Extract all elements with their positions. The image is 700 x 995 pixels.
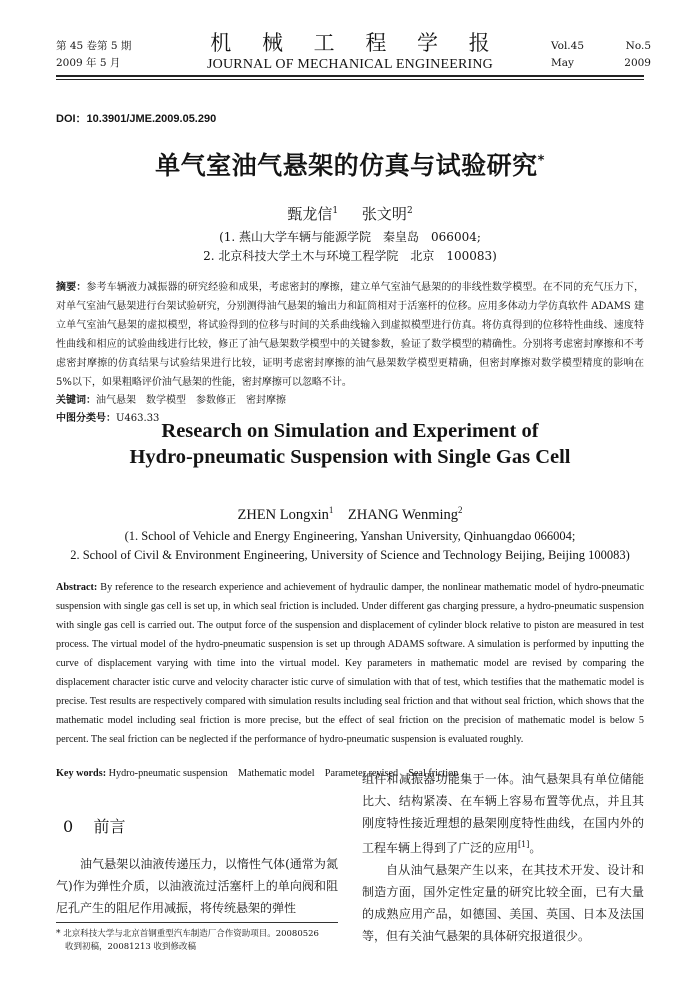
title-en-line-2: Hydro-pneumatic Suspension with Single Gas Cell	[129, 446, 571, 468]
journal-name-cn: 机 械 工 程 学 报	[210, 31, 502, 55]
footnote-rule	[56, 922, 338, 923]
body-right-text-1-end: 。	[529, 841, 542, 855]
authors-en	[60, 505, 640, 524]
header-volume-info	[56, 38, 131, 72]
affiliation-en-2: 2. School of Civil & Environment Engineering, University of Science and Technology Beijing, Beijing 100083)	[70, 548, 630, 562]
citation-ref: [1]	[518, 840, 530, 849]
month-en: May	[551, 57, 574, 69]
section-number: 0	[63, 817, 74, 836]
body-paragraph: 油气悬架以油液传递压力，以惰性气体(通常为氮气)作为弹性介质，以油液流过活塞杆上的单向阀和阻尼孔产生的阻尼作用减振，将传统悬架的弹性	[56, 857, 338, 915]
author-cn-2: 张文明	[361, 205, 407, 223]
abstract-en-label: Abstract:	[56, 582, 98, 593]
keywords-cn	[56, 392, 286, 410]
body-column-right	[362, 768, 644, 947]
abstract-en-text: By reference to the research experience and achievement of hydraulic damper, the nonlinear mathematic model of hydro-pneumatic suspension with single gas cell is set up, in which seal friction is included. Under different gas charging pressure, a hydro-pneumatic suspension with single gas cell is carried out. The output force of the suspension and displacement of cylinder block relative to piston are measured in test process. The virtual model of the hydro-pneumatic suspension is set up through ADAMS software. A simulation is performed by inputting the curve of displacement varying with time into the virtual model. Key parameters in mathematic model are revised by comparing the displacement character istic curve and velocity character istic curve of simulation with that of test, which testifies that the mathematic model is precise. Test results are respectively compared with simulation results including seal friction and that without seal friction, which shows that the mathematic model including seal friction is more precise, but the effect of seal friction on the precision of mathematic model is below 5 percent. The seal friction can be neglected if the performance of hydro-pneumatic suspension is evaluated roughly.	[56, 582, 644, 745]
author-en-1: ZHEN Longxin	[237, 506, 329, 523]
issue-en: No.5	[625, 40, 651, 52]
author-en-1-affil: 1	[328, 505, 334, 515]
affiliation-cn-2: 2. 北京科技大学土木与环境工程学院 北京 100083)	[203, 249, 497, 263]
section-title: 前言	[93, 817, 126, 836]
classification-cn-label: 中图分类号：	[56, 413, 116, 424]
volume-en: Vol.45	[551, 40, 584, 52]
keywords-cn-label: 关键词：	[56, 395, 96, 406]
year-en: 2009	[624, 57, 651, 69]
journal-masthead	[190, 30, 510, 74]
abstract-en	[56, 578, 644, 749]
author-en-2: ZHANG Wenming	[347, 506, 459, 523]
doi: DOI：10.3901/JME.2009.05.290	[56, 113, 217, 125]
keywords-cn-text: 油气悬架 数学模型 参数修正 密封摩擦	[96, 395, 286, 406]
abstract-cn-text: 参考车辆液力减振器的研究经验和成果，考虑密封的摩擦，建立单气室油气悬架的的非线性数学模型。在不同的充气压力下，对单气室油气悬架进行台架试验研究，分别测得油气悬架的输出力和缸筒相对于活塞杆的位移。应用多体动力学仿真软件 ADAMS 建立单气室油气悬架的虚拟模型，将试验得到的位移与时间的关系曲线输入到虚拟模型进行仿真。将仿真得到的位移特性曲线、速度特性曲线和相应的试验曲线进行比较，修正了油气悬架数学模型中的关键参数，验证了数学模型的精确性。分别将考虑密封摩擦和不考虑密封摩擦的仿真结果与试验结果进行比较，证明考虑密封摩擦的油气悬架数学模型更精确，但密封摩擦对数学模型精度的影响在 5%以下，如果粗略评价油气悬架的性能，密封摩擦可以忽略不计。	[56, 282, 644, 388]
abstract-cn	[56, 278, 644, 392]
author-cn-1: 甄龙信	[287, 205, 333, 223]
footnote-line-2: 收到初稿，20081213 收到修改稿	[65, 942, 196, 952]
keywords-en-label: Key words:	[56, 768, 107, 779]
title-en-line-1: Research on Simulation and Experiment of	[161, 420, 539, 442]
journal-name-en: JOURNAL OF MECHANICAL ENGINEERING	[207, 57, 493, 72]
paper-title-cn	[60, 146, 640, 182]
footnote-marker: *	[56, 929, 61, 939]
keywords-en-text: Hydro-pneumatic suspension Mathematic model Parameter revised Seal friction	[108, 768, 459, 779]
title-cn-footnote-mark: *	[537, 153, 545, 169]
body-right-text-1: 组件和减振器功能集于一体。油气悬架具有单位储能比大、结构紧凑、在车辆上容易布置等优点，并且其刚度特性接近理想的悬架刚度特性曲线，在国内外的工程车辆上得到了广泛的应用	[362, 772, 644, 855]
classification-cn-code: U463.33	[116, 413, 160, 424]
authors-cn	[60, 203, 640, 224]
abstract-cn-label: 摘要：	[56, 282, 87, 293]
body-column-left	[56, 853, 338, 919]
body-paragraph: 自从油气悬架产生以来，在其技术开发、设计和制造方面，国外定性定量的研究比较全面，已有大量的成熟应用产品，如德国、美国、英国、日本及法国等，但有关油气悬架的具体研究报道很少。	[362, 863, 644, 943]
publication-date-cn: 2009 年 5 月	[56, 57, 121, 69]
paper-title-en	[60, 418, 640, 470]
body-paragraph-continued	[362, 768, 644, 859]
author-cn-1-affil: 1	[332, 206, 339, 216]
footnote	[56, 928, 346, 954]
author-en-2-affil: 2	[458, 505, 463, 515]
footnote-line-1: 北京科技大学与北京首钢重型汽车制造厂合作资助项目。20080526	[63, 929, 319, 939]
header-volume-info-en	[551, 38, 651, 72]
section-heading	[63, 814, 126, 837]
affiliation-en-1: (1. School of Vehicle and Energy Engineering, Yanshan University, Qinhuangdao 066004;	[124, 529, 576, 543]
author-cn-2-affil: 2	[406, 206, 413, 216]
affiliation-cn-1: (1. 燕山大学车辆与能源学院 秦皇岛 066004;	[219, 230, 481, 244]
volume-issue-cn: 第 45 卷第 5 期	[56, 40, 132, 52]
header-rule-thin	[56, 79, 644, 80]
header-rule-thick	[56, 75, 644, 77]
title-cn-text: 单气室油气悬架的仿真与试验研究	[155, 151, 538, 180]
